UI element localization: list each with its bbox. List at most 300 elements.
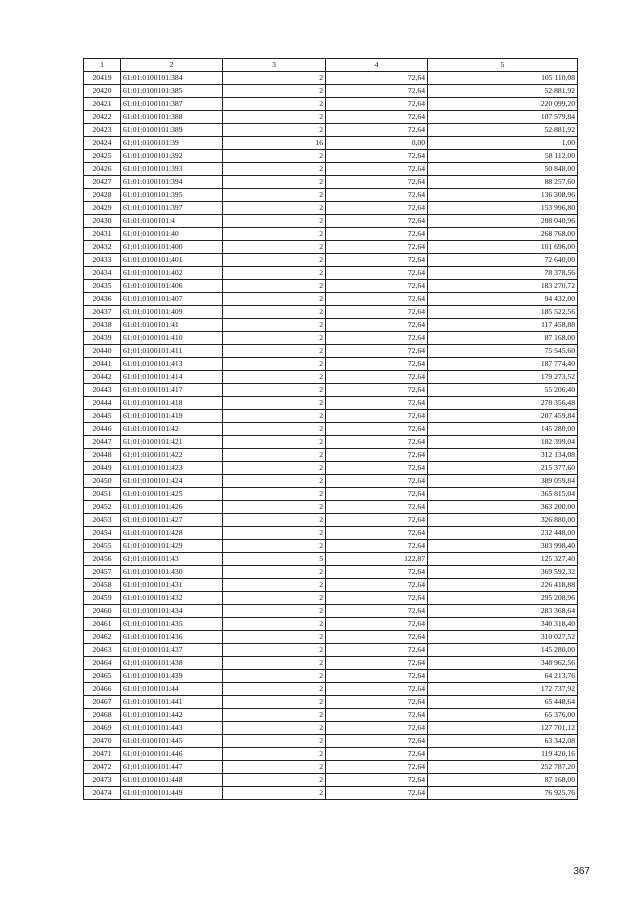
table-cell-col-1: 20420 xyxy=(84,85,121,98)
table-row xyxy=(84,683,578,696)
table-cell-col-4: 72,64 xyxy=(326,111,428,124)
table-cell-col-5: 207 459,84 xyxy=(428,410,578,423)
table-row xyxy=(84,202,578,215)
table-cell-col-2: 61:01:0100101:430 xyxy=(121,566,223,579)
table-row xyxy=(84,306,578,319)
table-cell-col-2: 61:01:0100101:402 xyxy=(121,267,223,280)
table-cell-col-1: 20472 xyxy=(84,761,121,774)
table-cell-col-4: 72,64 xyxy=(326,98,428,111)
table-cell-col-3: 2 xyxy=(223,371,326,384)
table-cell-col-5: 52 881,92 xyxy=(428,85,578,98)
table-cell-col-1: 20438 xyxy=(84,319,121,332)
table-row xyxy=(84,501,578,514)
table-cell-col-5: 119 420,16 xyxy=(428,748,578,761)
table-row xyxy=(84,85,578,98)
table-cell-col-2: 61:01:0100101:389 xyxy=(121,124,223,137)
table-row xyxy=(84,267,578,280)
table-cell-col-4: 72,64 xyxy=(326,748,428,761)
table-cell-col-3: 2 xyxy=(223,254,326,267)
table-cell-col-5: 136 308,96 xyxy=(428,189,578,202)
table-cell-col-3: 2 xyxy=(223,85,326,98)
table-row xyxy=(84,644,578,657)
table-cell-col-2: 61:01:0100101:397 xyxy=(121,202,223,215)
table-cell-col-1: 20470 xyxy=(84,735,121,748)
table-row xyxy=(84,527,578,540)
table-cell-col-2: 61:01:0100101:434 xyxy=(121,605,223,618)
table-cell-col-2: 61:01:0100101:41 xyxy=(121,319,223,332)
table-row xyxy=(84,280,578,293)
table-cell-col-2: 61:01:0100101:437 xyxy=(121,644,223,657)
table-cell-col-3: 2 xyxy=(223,241,326,254)
table-row xyxy=(84,709,578,722)
table-row xyxy=(84,189,578,202)
table-cell-col-2: 61:01:0100101:422 xyxy=(121,449,223,462)
table-cell-col-1: 20454 xyxy=(84,527,121,540)
header-cell-5: 5 xyxy=(428,59,578,72)
table-cell-col-4: 72,64 xyxy=(326,345,428,358)
table-cell-col-3: 2 xyxy=(223,124,326,137)
table-cell-col-4: 72,64 xyxy=(326,657,428,670)
table-cell-col-2: 61:01:0100101:421 xyxy=(121,436,223,449)
table-cell-col-1: 20452 xyxy=(84,501,121,514)
table-cell-col-5: 107 579,84 xyxy=(428,111,578,124)
table-cell-col-4: 72,64 xyxy=(326,254,428,267)
table-cell-col-5: 94 432,00 xyxy=(428,293,578,306)
table-cell-col-3: 2 xyxy=(223,644,326,657)
table-cell-col-4: 72,64 xyxy=(326,514,428,527)
table-cell-col-4: 72,64 xyxy=(326,592,428,605)
table-cell-col-1: 20440 xyxy=(84,345,121,358)
table-cell-col-3: 2 xyxy=(223,384,326,397)
table-row xyxy=(84,163,578,176)
table-cell-col-5: 145 280,00 xyxy=(428,423,578,436)
table-cell-col-5: 127 701,12 xyxy=(428,722,578,735)
table-cell-col-5: 55 206,40 xyxy=(428,384,578,397)
table-body xyxy=(84,72,578,800)
table-cell-col-1: 20456 xyxy=(84,553,121,566)
table-cell-col-4: 72,64 xyxy=(326,787,428,800)
table-cell-col-4: 72,64 xyxy=(326,358,428,371)
table-row xyxy=(84,514,578,527)
table-cell-col-2: 61:01:0100101:414 xyxy=(121,371,223,384)
table-cell-col-3: 2 xyxy=(223,618,326,631)
table-cell-col-4: 72,64 xyxy=(326,566,428,579)
table-cell-col-5: 78 378,56 xyxy=(428,267,578,280)
table-cell-col-5: 179 273,52 xyxy=(428,371,578,384)
table-cell-col-5: 117 458,88 xyxy=(428,319,578,332)
table-cell-col-5: 58 112,00 xyxy=(428,150,578,163)
table-cell-col-5: 252 787,20 xyxy=(428,761,578,774)
table-cell-col-4: 72,64 xyxy=(326,631,428,644)
table-cell-col-1: 20462 xyxy=(84,631,121,644)
table-cell-col-5: 87 168,00 xyxy=(428,332,578,345)
table-cell-col-2: 61:01:0100101:387 xyxy=(121,98,223,111)
table-row xyxy=(84,592,578,605)
table-cell-col-2: 61:01:0100101:4 xyxy=(121,215,223,228)
table-cell-col-4: 72,64 xyxy=(326,267,428,280)
table-cell-col-2: 61:01:0100101:388 xyxy=(121,111,223,124)
table-cell-col-2: 61:01:0100101:43 xyxy=(121,553,223,566)
table-cell-col-4: 72,64 xyxy=(326,670,428,683)
table-cell-col-2: 61:01:0100101:436 xyxy=(121,631,223,644)
table-row xyxy=(84,436,578,449)
table-cell-col-4: 72,64 xyxy=(326,150,428,163)
table-cell-col-4: 72,64 xyxy=(326,696,428,709)
table-row xyxy=(84,605,578,618)
table-cell-col-5: 64 213,76 xyxy=(428,670,578,683)
table-cell-col-4: 0,00 xyxy=(326,137,428,150)
table-cell-col-5: 88 257,60 xyxy=(428,176,578,189)
table-cell-col-1: 20468 xyxy=(84,709,121,722)
table-cell-col-4: 72,64 xyxy=(326,722,428,735)
table-cell-col-1: 20426 xyxy=(84,163,121,176)
table-row xyxy=(84,215,578,228)
table-cell-col-4: 72,64 xyxy=(326,475,428,488)
table-header xyxy=(84,59,578,72)
table-cell-col-3: 2 xyxy=(223,566,326,579)
table-cell-col-4: 72,64 xyxy=(326,436,428,449)
table-cell-col-2: 61:01:0100101:438 xyxy=(121,657,223,670)
table-cell-col-1: 20421 xyxy=(84,98,121,111)
table-cell-col-4: 72,64 xyxy=(326,72,428,85)
table-row xyxy=(84,98,578,111)
table-cell-col-3: 2 xyxy=(223,540,326,553)
table-cell-col-2: 61:01:0100101:44 xyxy=(121,683,223,696)
table-cell-col-1: 20437 xyxy=(84,306,121,319)
table-row xyxy=(84,124,578,137)
table-cell-col-1: 20459 xyxy=(84,592,121,605)
table-cell-col-1: 20443 xyxy=(84,384,121,397)
table-row xyxy=(84,410,578,423)
table-cell-col-5: 215 377,60 xyxy=(428,462,578,475)
table-cell-col-2: 61:01:0100101:400 xyxy=(121,241,223,254)
table-cell-col-3: 2 xyxy=(223,332,326,345)
table-cell-col-2: 61:01:0100101:445 xyxy=(121,735,223,748)
table-row xyxy=(84,774,578,787)
table-cell-col-1: 20444 xyxy=(84,397,121,410)
table-cell-col-2: 61:01:0100101:393 xyxy=(121,163,223,176)
table-cell-col-4: 72,64 xyxy=(326,644,428,657)
table-cell-col-5: 63 342,08 xyxy=(428,735,578,748)
table-cell-col-5: 226 418,88 xyxy=(428,579,578,592)
table-cell-col-1: 20464 xyxy=(84,657,121,670)
table-cell-col-2: 61:01:0100101:395 xyxy=(121,189,223,202)
table-cell-col-1: 20458 xyxy=(84,579,121,592)
table-cell-col-5: 187 774,40 xyxy=(428,358,578,371)
table-row xyxy=(84,254,578,267)
table-cell-col-5: 101 696,00 xyxy=(428,241,578,254)
table-cell-col-5: 278 356,48 xyxy=(428,397,578,410)
table-cell-col-4: 72,64 xyxy=(326,293,428,306)
table-cell-col-2: 61:01:0100101:410 xyxy=(121,332,223,345)
table-cell-col-4: 72,64 xyxy=(326,163,428,176)
table-row xyxy=(84,137,578,150)
table-row xyxy=(84,176,578,189)
table-cell-col-1: 20436 xyxy=(84,293,121,306)
table-cell-col-3: 2 xyxy=(223,436,326,449)
table-row xyxy=(84,488,578,501)
table-row xyxy=(84,319,578,332)
header-cell-1: 1 xyxy=(84,59,121,72)
table-cell-col-2: 61:01:0100101:409 xyxy=(121,306,223,319)
table-cell-col-4: 72,64 xyxy=(326,371,428,384)
table-cell-col-5: 65 448,64 xyxy=(428,696,578,709)
table-row xyxy=(84,566,578,579)
table-cell-col-3: 2 xyxy=(223,306,326,319)
table-row xyxy=(84,670,578,683)
table-cell-col-3: 2 xyxy=(223,722,326,735)
table-cell-col-1: 20453 xyxy=(84,514,121,527)
table-cell-col-4: 72,64 xyxy=(326,761,428,774)
table-cell-col-3: 2 xyxy=(223,423,326,436)
table-cell-col-4: 72,64 xyxy=(326,332,428,345)
table-row xyxy=(84,722,578,735)
table-cell-col-4: 72,64 xyxy=(326,397,428,410)
table-cell-col-5: 76 925,76 xyxy=(428,787,578,800)
table-cell-col-3: 2 xyxy=(223,735,326,748)
table-cell-col-5: 50 848,00 xyxy=(428,163,578,176)
table-row xyxy=(84,449,578,462)
table-row xyxy=(84,761,578,774)
table-cell-col-3: 2 xyxy=(223,761,326,774)
data-table xyxy=(83,58,578,800)
table-cell-col-4: 72,64 xyxy=(326,85,428,98)
table-cell-col-3: 2 xyxy=(223,280,326,293)
table-cell-col-3: 2 xyxy=(223,527,326,540)
table-cell-col-4: 72,64 xyxy=(326,228,428,241)
table-cell-col-3: 2 xyxy=(223,605,326,618)
table-cell-col-1: 20465 xyxy=(84,670,121,683)
table-cell-col-2: 61:01:0100101:446 xyxy=(121,748,223,761)
table-cell-col-2: 61:01:0100101:442 xyxy=(121,709,223,722)
table-cell-col-1: 20455 xyxy=(84,540,121,553)
table-row xyxy=(84,228,578,241)
table-cell-col-3: 2 xyxy=(223,774,326,787)
table-cell-col-4: 72,64 xyxy=(326,423,428,436)
table-cell-col-1: 20439 xyxy=(84,332,121,345)
table-cell-col-3: 2 xyxy=(223,176,326,189)
table-row xyxy=(84,462,578,475)
table-cell-col-1: 20474 xyxy=(84,787,121,800)
table-cell-col-1: 20431 xyxy=(84,228,121,241)
table-cell-col-3: 2 xyxy=(223,163,326,176)
table-row xyxy=(84,397,578,410)
page-number: 367 xyxy=(573,866,590,877)
table-cell-col-5: 303 998,40 xyxy=(428,540,578,553)
table-cell-col-1: 20428 xyxy=(84,189,121,202)
table-row xyxy=(84,111,578,124)
table-cell-col-2: 61:01:0100101:425 xyxy=(121,488,223,501)
table-cell-col-3: 2 xyxy=(223,293,326,306)
table-cell-col-3: 5 xyxy=(223,553,326,566)
table-cell-col-1: 20434 xyxy=(84,267,121,280)
table-cell-col-3: 2 xyxy=(223,475,326,488)
table-cell-col-4: 72,64 xyxy=(326,462,428,475)
table-cell-col-5: 283 368,64 xyxy=(428,605,578,618)
table-cell-col-2: 61:01:0100101:418 xyxy=(121,397,223,410)
table-cell-col-4: 72,64 xyxy=(326,319,428,332)
table-cell-col-2: 61:01:0100101:419 xyxy=(121,410,223,423)
table-row xyxy=(84,631,578,644)
table-cell-col-4: 72,64 xyxy=(326,735,428,748)
table-cell-col-5: 310 027,52 xyxy=(428,631,578,644)
table-row xyxy=(84,787,578,800)
table-cell-col-1: 20441 xyxy=(84,358,121,371)
table-cell-col-4: 72,64 xyxy=(326,488,428,501)
table-cell-col-2: 61:01:0100101:435 xyxy=(121,618,223,631)
table-cell-col-1: 20451 xyxy=(84,488,121,501)
table-row xyxy=(84,735,578,748)
table-cell-col-5: 75 545,60 xyxy=(428,345,578,358)
table-cell-col-1: 20460 xyxy=(84,605,121,618)
table-cell-col-5: 105 110,08 xyxy=(428,72,578,85)
table-cell-col-1: 20450 xyxy=(84,475,121,488)
table-cell-col-4: 72,64 xyxy=(326,410,428,423)
table-cell-col-2: 61:01:0100101:392 xyxy=(121,150,223,163)
table-cell-col-3: 2 xyxy=(223,345,326,358)
table-cell-col-2: 61:01:0100101:432 xyxy=(121,592,223,605)
table-cell-col-5: 369 592,32 xyxy=(428,566,578,579)
table-cell-col-1: 20433 xyxy=(84,254,121,267)
table-row xyxy=(84,475,578,488)
table-cell-col-4: 72,64 xyxy=(326,241,428,254)
table-cell-col-2: 61:01:0100101:423 xyxy=(121,462,223,475)
table-cell-col-3: 2 xyxy=(223,488,326,501)
table-row xyxy=(84,540,578,553)
table-cell-col-3: 2 xyxy=(223,501,326,514)
table-row xyxy=(84,748,578,761)
table-cell-col-2: 61:01:0100101:407 xyxy=(121,293,223,306)
table-cell-col-4: 72,64 xyxy=(326,449,428,462)
table-cell-col-1: 20435 xyxy=(84,280,121,293)
header-row xyxy=(84,59,578,72)
table-cell-col-3: 2 xyxy=(223,579,326,592)
table-cell-col-3: 2 xyxy=(223,592,326,605)
table-cell-col-1: 20427 xyxy=(84,176,121,189)
table-cell-col-4: 72,64 xyxy=(326,189,428,202)
table-cell-col-4: 72,64 xyxy=(326,683,428,696)
table-cell-col-4: 72,64 xyxy=(326,176,428,189)
table-cell-col-2: 61:01:0100101:40 xyxy=(121,228,223,241)
table-cell-col-1: 20422 xyxy=(84,111,121,124)
table-cell-col-3: 2 xyxy=(223,189,326,202)
table-cell-col-5: 153 996,80 xyxy=(428,202,578,215)
table-cell-col-2: 61:01:0100101:385 xyxy=(121,85,223,98)
table-cell-col-2: 61:01:0100101:413 xyxy=(121,358,223,371)
table-cell-col-3: 2 xyxy=(223,696,326,709)
table-cell-col-5: 326 880,00 xyxy=(428,514,578,527)
table-cell-col-2: 61:01:0100101:39 xyxy=(121,137,223,150)
table-cell-col-1: 20461 xyxy=(84,618,121,631)
table-row xyxy=(84,657,578,670)
table-cell-col-5: 268 768,00 xyxy=(428,228,578,241)
table-cell-col-5: 87 168,00 xyxy=(428,774,578,787)
table-row xyxy=(84,72,578,85)
table-cell-col-4: 72,64 xyxy=(326,774,428,787)
header-cell-2: 2 xyxy=(121,59,223,72)
table-cell-col-3: 2 xyxy=(223,267,326,280)
table-cell-col-3: 2 xyxy=(223,150,326,163)
table-cell-col-2: 61:01:0100101:417 xyxy=(121,384,223,397)
table-cell-col-1: 20425 xyxy=(84,150,121,163)
table-cell-col-2: 61:01:0100101:427 xyxy=(121,514,223,527)
table-cell-col-5: 220 099,20 xyxy=(428,98,578,111)
table-cell-col-5: 72 640,00 xyxy=(428,254,578,267)
table-cell-col-5: 172 737,92 xyxy=(428,683,578,696)
table-cell-col-2: 61:01:0100101:384 xyxy=(121,72,223,85)
table-cell-col-1: 20447 xyxy=(84,436,121,449)
table-cell-col-3: 2 xyxy=(223,709,326,722)
table-cell-col-5: 1,00 xyxy=(428,137,578,150)
table-cell-col-2: 61:01:0100101:431 xyxy=(121,579,223,592)
table-cell-col-4: 72,64 xyxy=(326,384,428,397)
table-cell-col-2: 61:01:0100101:406 xyxy=(121,280,223,293)
table-cell-col-4: 72,64 xyxy=(326,540,428,553)
table-row xyxy=(84,293,578,306)
table-cell-col-5: 185 522,56 xyxy=(428,306,578,319)
table-cell-col-1: 20442 xyxy=(84,371,121,384)
header-cell-3: 3 xyxy=(223,59,326,72)
table-cell-col-3: 2 xyxy=(223,670,326,683)
table-cell-col-4: 72,64 xyxy=(326,709,428,722)
table-cell-col-2: 61:01:0100101:449 xyxy=(121,787,223,800)
table-cell-col-4: 72,64 xyxy=(326,215,428,228)
table-cell-col-4: 122,87 xyxy=(326,553,428,566)
table-cell-col-1: 20457 xyxy=(84,566,121,579)
table-cell-col-3: 2 xyxy=(223,657,326,670)
table-cell-col-1: 20467 xyxy=(84,696,121,709)
table-row xyxy=(84,371,578,384)
table-cell-col-5: 363 200,00 xyxy=(428,501,578,514)
table-cell-col-1: 20471 xyxy=(84,748,121,761)
table-cell-col-1: 20466 xyxy=(84,683,121,696)
table-cell-col-4: 72,64 xyxy=(326,280,428,293)
table-cell-col-4: 72,64 xyxy=(326,124,428,137)
table-cell-col-2: 61:01:0100101:424 xyxy=(121,475,223,488)
header-cell-4: 4 xyxy=(326,59,428,72)
table-cell-col-3: 2 xyxy=(223,462,326,475)
table-cell-col-5: 232 448,00 xyxy=(428,527,578,540)
table-row xyxy=(84,696,578,709)
table-cell-col-3: 2 xyxy=(223,72,326,85)
table-cell-col-1: 20424 xyxy=(84,137,121,150)
table-cell-col-5: 208 040,96 xyxy=(428,215,578,228)
table-cell-col-3: 16 xyxy=(223,137,326,150)
table-cell-col-1: 20473 xyxy=(84,774,121,787)
table-row xyxy=(84,150,578,163)
table-cell-col-2: 61:01:0100101:429 xyxy=(121,540,223,553)
table-cell-col-4: 72,64 xyxy=(326,618,428,631)
table-row xyxy=(84,579,578,592)
table-row xyxy=(84,384,578,397)
table-cell-col-1: 20448 xyxy=(84,449,121,462)
table-cell-col-5: 295 208,96 xyxy=(428,592,578,605)
table-cell-col-3: 2 xyxy=(223,215,326,228)
table-cell-col-3: 2 xyxy=(223,397,326,410)
table-cell-col-5: 125 327,40 xyxy=(428,553,578,566)
table-cell-col-4: 72,64 xyxy=(326,605,428,618)
table-cell-col-5: 340 318,40 xyxy=(428,618,578,631)
table-cell-col-1: 20445 xyxy=(84,410,121,423)
table-cell-col-1: 20463 xyxy=(84,644,121,657)
table-cell-col-5: 348 962,56 xyxy=(428,657,578,670)
table-cell-col-1: 20423 xyxy=(84,124,121,137)
table-cell-col-2: 61:01:0100101:443 xyxy=(121,722,223,735)
table-cell-col-2: 61:01:0100101:441 xyxy=(121,696,223,709)
table-cell-col-4: 72,64 xyxy=(326,306,428,319)
table-cell-col-4: 72,64 xyxy=(326,579,428,592)
table-row xyxy=(84,332,578,345)
